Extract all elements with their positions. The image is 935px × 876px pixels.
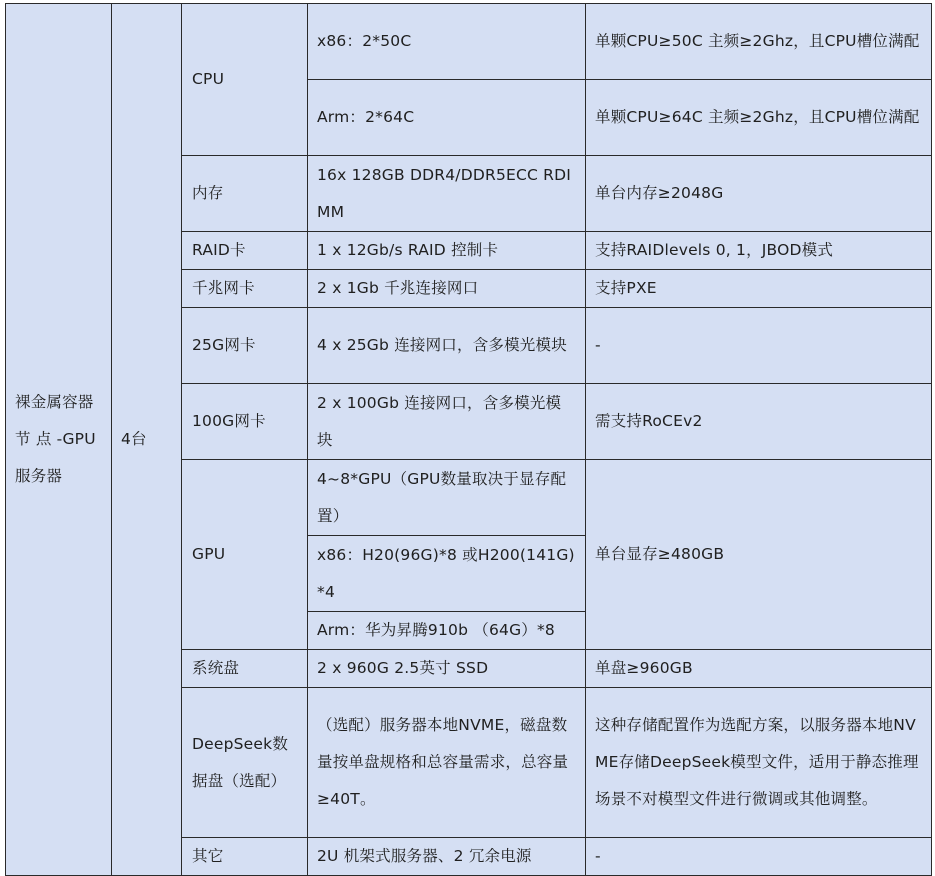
item-cell: DeepSeek数据盘（选配） (182, 688, 308, 838)
item-cell: CPU (182, 4, 308, 156)
item-cell: 100G网卡 (182, 384, 308, 460)
requirement-cell: 单台内存≥2048G (586, 156, 932, 232)
item-cell: 其它 (182, 838, 308, 876)
requirement-cell: 支持PXE (586, 270, 932, 308)
spec-cell: 2 x 960G 2.5英寸 SSD (308, 650, 586, 688)
requirement-cell: 这种存储配置作为选配方案，以服务器本地NVME存储DeepSeek模型文件，适用于静态推理场景不对模型文件进行微调或其他调整。 (586, 688, 932, 838)
spec-cell: x86：H20(96G)*8 或H200(141G)*4 (308, 536, 586, 612)
item-cell: 千兆网卡 (182, 270, 308, 308)
item-cell: 25G网卡 (182, 308, 308, 384)
item-cell: 系统盘 (182, 650, 308, 688)
item-cell: GPU (182, 460, 308, 650)
spec-cell: 2 x 100Gb 连接网口，含多模光模块 (308, 384, 586, 460)
spec-cell: 2U 机架式服务器、2 冗余电源 (308, 838, 586, 876)
spec-cell: Arm：2*64C (308, 80, 586, 156)
requirement-cell: - (586, 308, 932, 384)
quantity-cell: 4台 (112, 4, 182, 876)
requirement-cell: 单颗CPU≥64C 主频≥2Ghz，且CPU槽位满配 (586, 80, 932, 156)
requirement-cell: 单颗CPU≥50C 主频≥2Ghz，且CPU槽位满配 (586, 4, 932, 80)
requirement-cell: 单台显存≥480GB (586, 460, 932, 650)
spec-cell: 1 x 12Gb/s RAID 控制卡 (308, 232, 586, 270)
gpu-server-spec-table (5, 3, 932, 876)
table-row (6, 4, 932, 80)
item-cell: 内存 (182, 156, 308, 232)
spec-cell: 4 x 25Gb 连接网口，含多模光模块 (308, 308, 586, 384)
requirement-cell: 支持RAIDlevels 0, 1，JBOD模式 (586, 232, 932, 270)
spec-cell: Arm：华为昇腾910b （64G）*8 (308, 612, 586, 650)
spec-cell: 16x 128GB DDR4/DDR5ECC RDIMM (308, 156, 586, 232)
requirement-cell: 单盘≥960GB (586, 650, 932, 688)
requirement-cell: - (586, 838, 932, 876)
node-name-cell: 裸金属容器节 点 -GPU 服务器 (6, 4, 112, 876)
spec-cell: 2 x 1Gb 千兆连接网口 (308, 270, 586, 308)
spec-cell: x86：2*50C (308, 4, 586, 80)
item-cell: RAID卡 (182, 232, 308, 270)
requirement-cell: 需支持RoCEv2 (586, 384, 932, 460)
spec-cell: （选配）服务器本地NVME，磁盘数量按单盘规格和总容量需求，总容量≥40T。 (308, 688, 586, 838)
spec-cell: 4~8*GPU（GPU数量取决于显存配置） (308, 460, 586, 536)
